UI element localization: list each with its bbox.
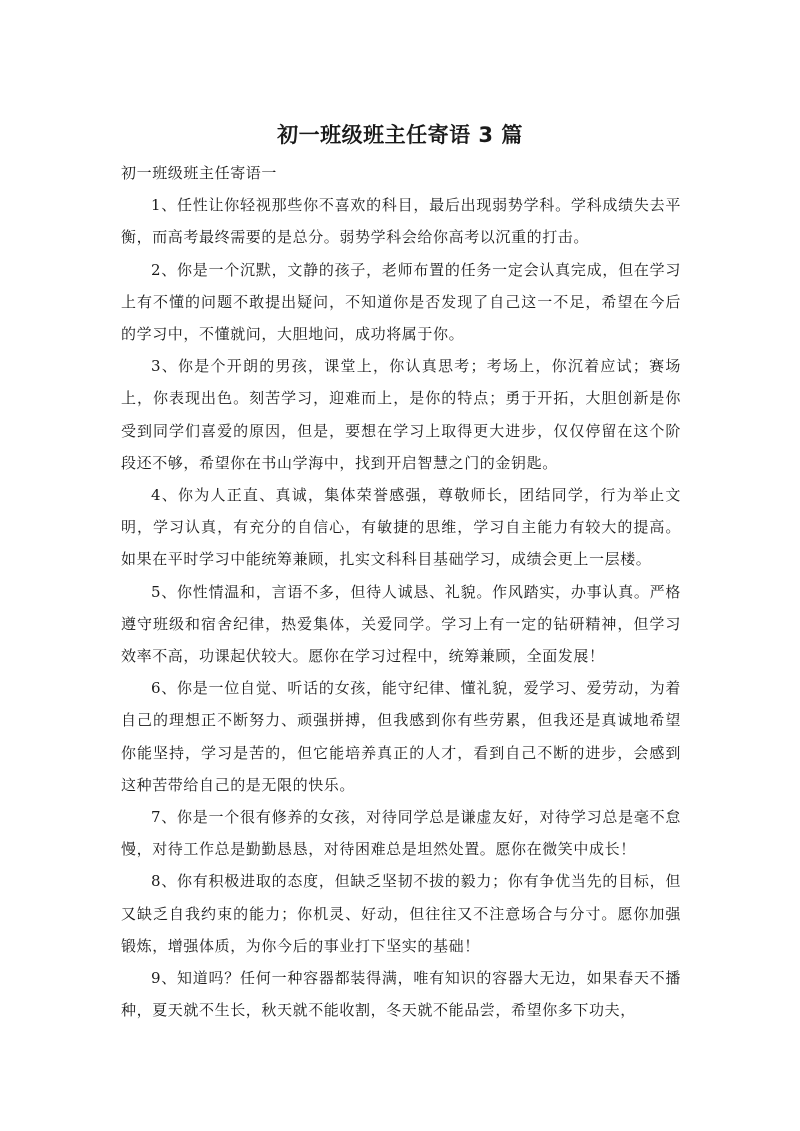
section-heading: 初一班级班主任寄语一: [121, 164, 278, 182]
document-title: 初一班级班主任寄语 3 篇: [277, 123, 523, 147]
paragraph-2: 2、你是一个沉默，文静的孩子，老师布置的任务一定会认真完成，但在学习上有不懂的问题不敢提出疑问，不知道你是否发现了自己这一不足，希望在今后的学习中，不懂就问，大胆地问，成功将属于你。: [121, 260, 681, 344]
paragraph-8: 8、你有积极进取的态度，但缺乏坚韧不拔的毅力；你有争优当先的目标，但又缺乏自我约束的能力；你机灵、好动，但往往又不注意场合与分寸。愿你加强锻炼，增强体质，为你今后的事业打下坚实的基础！: [121, 872, 681, 955]
document-body: [121, 157, 681, 1026]
paragraph-3: 3、你是个开朗的男孩，课堂上，你认真思考；考场上，你沉着应试；赛场上，你表现出色。刻苦学习，迎难而上，是你的特点；勇于开拓，大胆创新是你受到同学们喜爱的原因，但是，要想在学习上取得更大进步，仅仅停留在这个阶段还不够，希望你在书山学海中，找到开启智慧之门的金钥匙。: [121, 357, 681, 472]
paragraph-4: 4、你为人正直、真诚，集体荣誉感强，尊敬师长，团结同学，行为举止文明，学习认真，有充分的自信心，有敏捷的思维，学习自主能力有较大的提高。如果在平时学习中能统筹兼顾，扎实文科科目基础学习，成绩会更上一层楼。: [121, 486, 681, 569]
paragraph-1: 1、任性让你轻视那些你不喜欢的科目，最后出现弱势学科。学科成绩失去平衡，而高考最终需要的是总分。弱势学科会给你高考以沉重的打击。: [121, 196, 681, 247]
paragraph-9: 9、知道吗？任何一种容器都装得满，唯有知识的容器大无边，如果春天不播种，夏天就不生长，秋天就不能收割，冬天就不能品尝，希望你多下功夫，: [121, 969, 681, 1020]
paragraph-7: 7、你是一个很有修养的女孩，对待同学总是谦虚友好，对待学习总是毫不怠慢，对待工作总是勤勤恳恳，对待困难总是坦然处置。愿你在微笑中成长！: [121, 808, 681, 859]
paragraph-6: 6、你是一位自觉、听话的女孩，能守纪律、懂礼貌，爱学习、爱劳动，为着自己的理想正不断努力、顽强拼搏，但我感到你有些劳累，但我还是真诚地希望你能坚持，学习是苦的，但它能培养真正的人才，看到自己不断的进步，会感到这种苦带给自己的是无限的快乐。: [121, 679, 681, 794]
paragraph-5: 5、你性情温和，言语不多，但待人诚恳、礼貌。作风踏实，办事认真。严格遵守班级和宿舍纪律，热爱集体，关爱同学。学习上有一定的钻研精神，但学习效率不高，功课起伏较大。愿你在学习过程中，统筹兼顾，全面发展！: [121, 582, 681, 666]
